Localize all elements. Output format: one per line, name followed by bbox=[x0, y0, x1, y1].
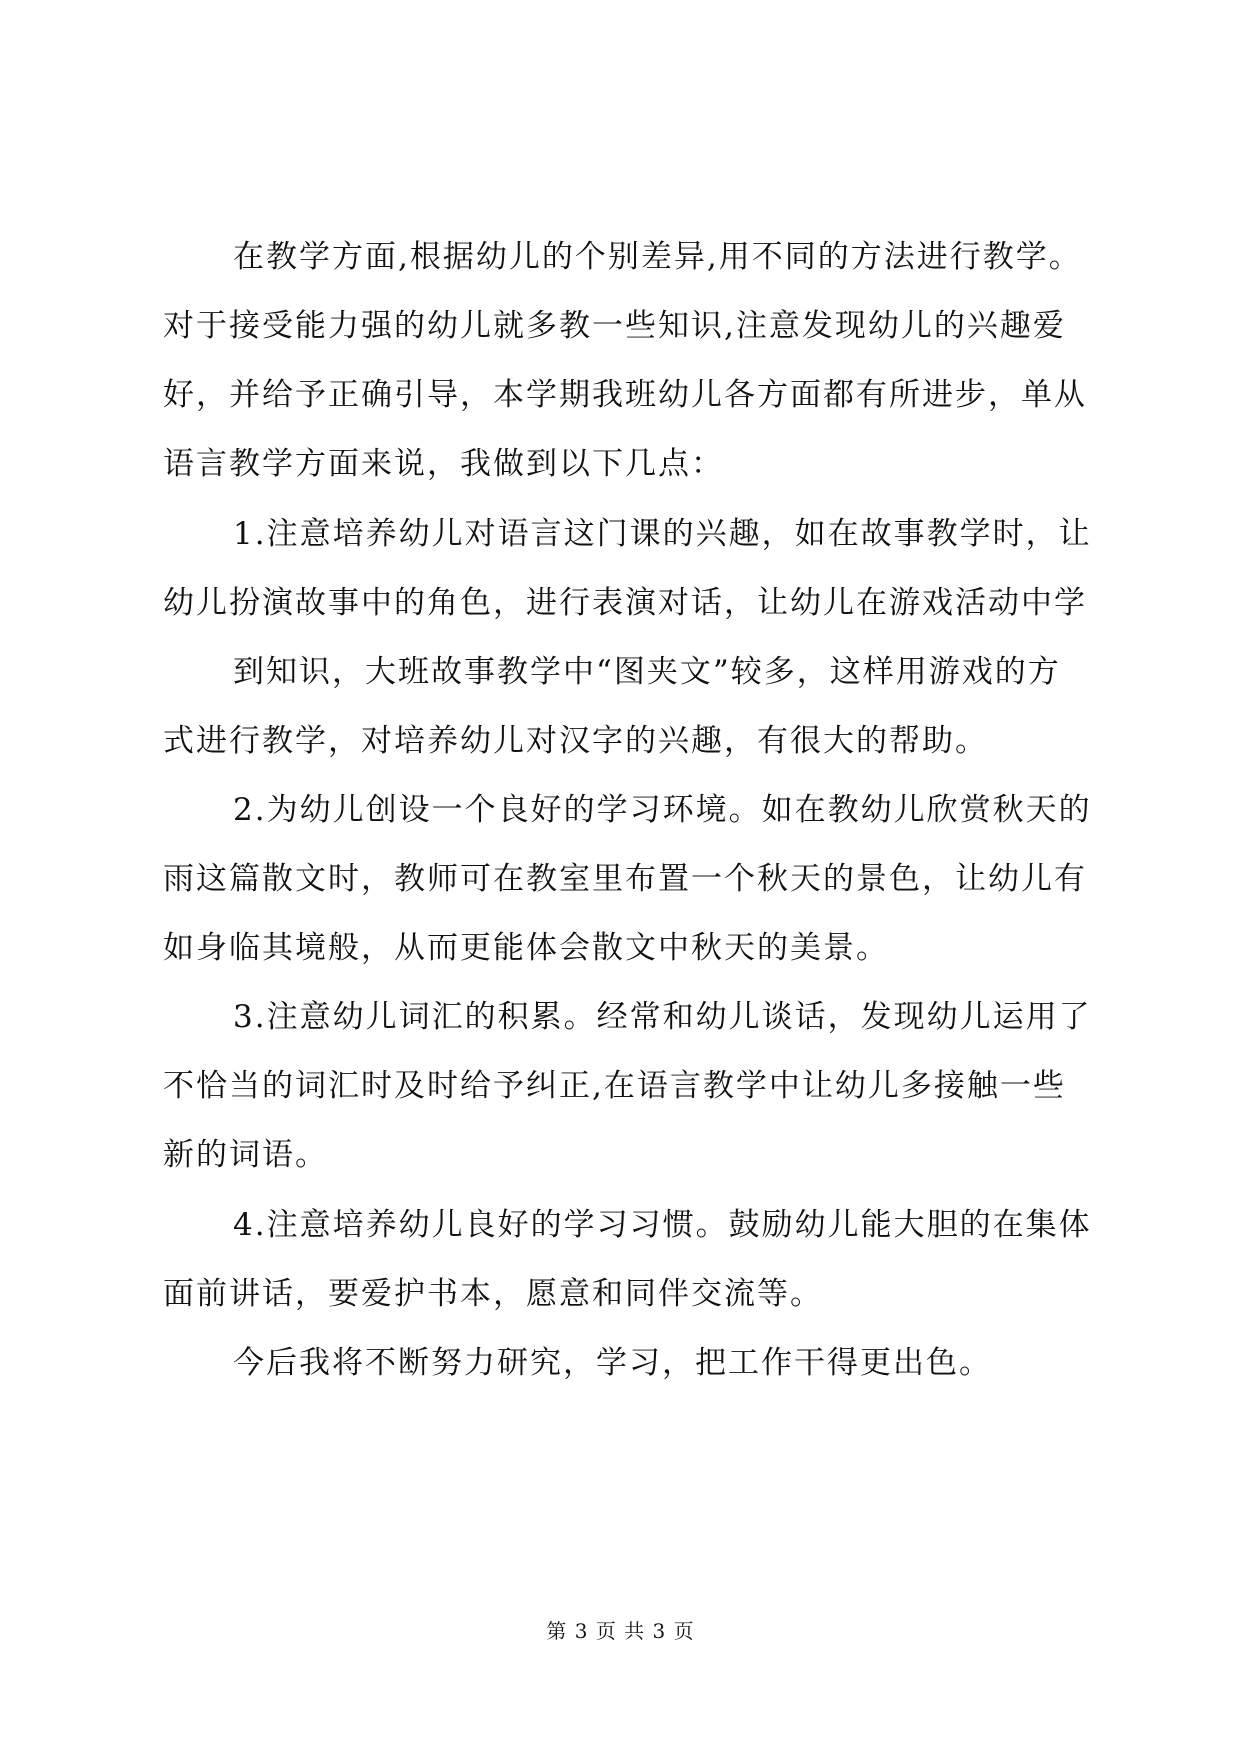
text-line: 面前讲话，要爱护书本，愿意和同伴交流等。 bbox=[163, 1276, 823, 1312]
text-line: 2.为幼儿创设一个良好的学习环境。如在教幼儿欣赏秋天的 bbox=[233, 792, 1092, 828]
text-line: 今后我将不断努力研究，学习，把工作干得更出色。 bbox=[233, 1345, 992, 1381]
text-line: 对于接受能力强的幼儿就多教一些知识,注意发现幼儿的兴趣爱 bbox=[163, 308, 1066, 344]
text-line: 3.注意幼儿词汇的积累。经常和幼儿谈话，发现幼儿运用了 bbox=[233, 999, 1092, 1035]
text-line: 新的词语。 bbox=[163, 1137, 328, 1173]
page-footer: 第 3 页 共 3 页 bbox=[546, 1619, 695, 1643]
text-line: 式进行教学，对培养幼儿对汉字的兴趣，有很大的帮助。 bbox=[163, 723, 988, 759]
text-line: 在教学方面,根据幼儿的个别差异,用不同的方法进行教学。 bbox=[233, 239, 1082, 275]
text-line: 幼儿扮演故事中的角色，进行表演对话，让幼儿在游戏活动中学 bbox=[163, 585, 1087, 621]
text-line: 到知识，大班故事教学中“图夹文”较多，这样用游戏的方 bbox=[233, 654, 1061, 690]
text-line: 1.注意培养幼儿对语言这门课的兴趣，如在故事教学时，让 bbox=[233, 516, 1092, 552]
text-line: 不恰当的词汇时及时给予纠正,在语言教学中让幼儿多接触一些 bbox=[163, 1068, 1066, 1104]
text-line: 雨这篇散文时，教师可在教室里布置一个秋天的景色，让幼儿有 bbox=[163, 861, 1087, 897]
text-line: 语言教学方面来说，我做到以下几点： bbox=[163, 446, 724, 482]
text-line: 4.注意培养幼儿良好的学习习惯。鼓励幼儿能大胆的在集体 bbox=[233, 1207, 1092, 1243]
text-line: 好，并给予正确引导，本学期我班幼儿各方面都有所进步，单从 bbox=[163, 377, 1087, 413]
text-line: 如身临其境般，从而更能体会散文中秋天的美景。 bbox=[163, 930, 889, 966]
